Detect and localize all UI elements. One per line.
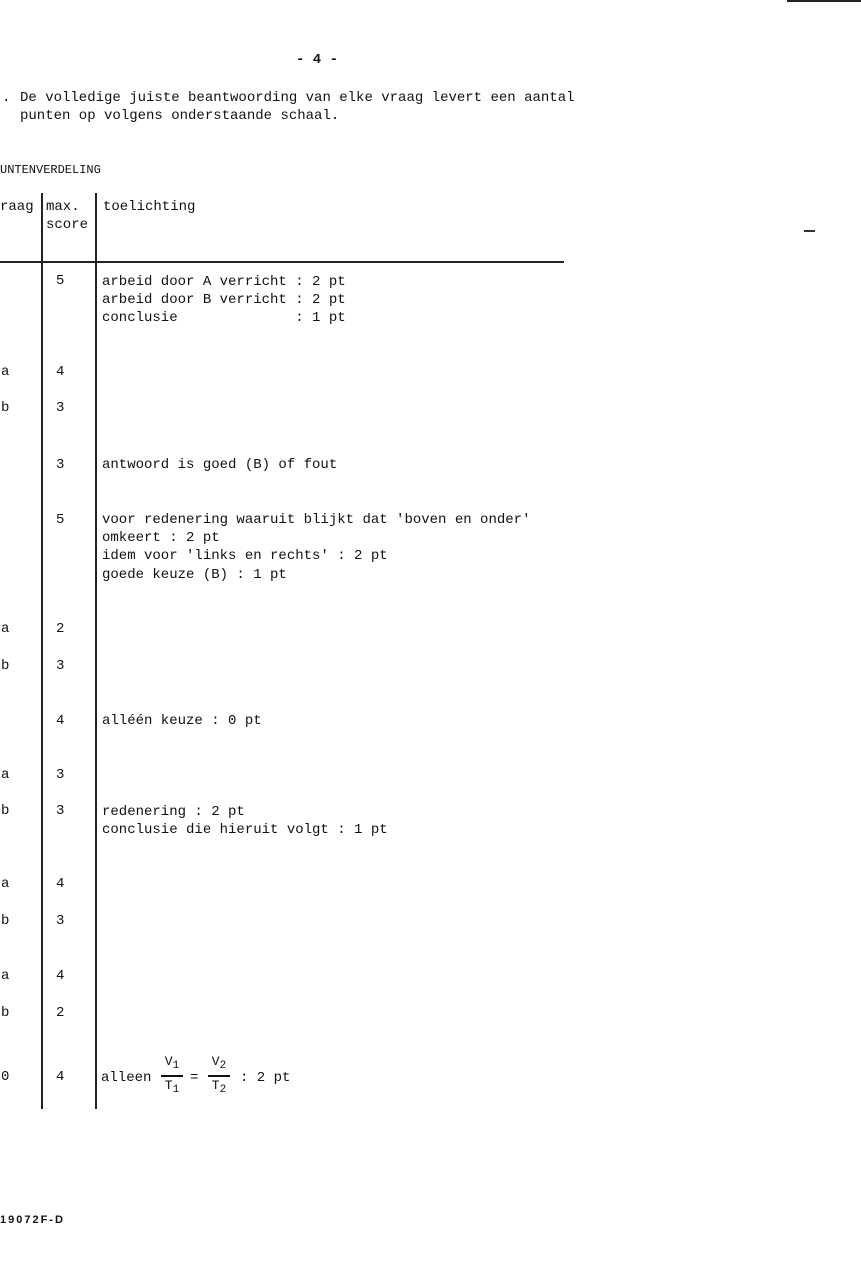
row-score: 3 [56, 400, 65, 416]
section-heading: UNTENVERDELING [0, 163, 101, 177]
row-score: 3 [56, 913, 65, 929]
row-vraag: a [1, 876, 10, 892]
row-score: 2 [56, 621, 65, 637]
row-vraag: a [1, 767, 10, 783]
row-score: 4 [56, 364, 65, 380]
formula-t1-sub: 1 [172, 1083, 180, 1096]
fraction-v2-t2 [208, 1054, 230, 1098]
formula-v2: V [211, 1054, 220, 1069]
margin-dash-mark [804, 230, 815, 232]
fraction-bar [161, 1075, 183, 1077]
header-score: score [46, 217, 89, 233]
row-note: conclusie die hieruit volgt : 1 pt [102, 822, 388, 838]
formula-v2-sub: 2 [219, 1060, 227, 1072]
row-score: 3 [56, 658, 65, 674]
row-vraag: 0 [1, 1069, 10, 1085]
top-edge-line [787, 0, 861, 2]
col-divider-1 [41, 193, 43, 1109]
formula-t2: T [211, 1077, 220, 1093]
row-note: antwoord is goed (B) of fout [102, 457, 338, 473]
header-max: max. [46, 199, 80, 215]
intro-line-1: De volledige juiste beantwoording van elke vraag levert een aantal [20, 90, 575, 106]
col-divider-2 [95, 193, 97, 1109]
page-number: - 4 - [296, 52, 339, 68]
row-score: 4 [56, 1069, 65, 1085]
row-score: 4 [56, 713, 65, 729]
row-vraag: a [1, 968, 10, 984]
header-rule [0, 261, 564, 263]
row-vraag: b [1, 1005, 10, 1021]
row-vraag: b [1, 913, 10, 929]
row-score: 2 [56, 1005, 65, 1021]
row-vraag: a [1, 364, 10, 380]
row-score: 5 [56, 273, 65, 289]
row-note: omkeert : 2 pt [102, 530, 220, 546]
header-toelichting: toelichting [103, 199, 196, 215]
formula-t2-sub: 2 [219, 1083, 227, 1096]
row-vraag: b [1, 803, 10, 819]
fraction-v1-t1 [161, 1054, 183, 1098]
row-vraag: a [1, 621, 10, 637]
row-note: goede keuze (B) : 1 pt [102, 567, 287, 583]
intro-line-2: punten op volgens onderstaande schaal. [20, 108, 340, 124]
formula-suffix: : 2 pt [240, 1070, 291, 1086]
header-vraag: raag [0, 199, 34, 215]
row-score: 4 [56, 876, 65, 892]
row-note: redenering : 2 pt [102, 804, 245, 820]
row-note: conclusie : 1 pt [102, 310, 346, 326]
row-vraag: b [1, 400, 10, 416]
row-note: voor redenering waaruit blijkt dat 'boven en onder' [102, 512, 531, 528]
formula-v1-sub: 1 [172, 1060, 180, 1072]
row-score: 3 [56, 803, 65, 819]
row-score: 3 [56, 767, 65, 783]
row-note: idem voor 'links en rechts' : 2 pt [102, 548, 388, 564]
formula-v1: V [164, 1054, 173, 1069]
formula-equals: = [190, 1070, 199, 1086]
fraction-bar [208, 1075, 230, 1077]
footer-code: 19072F-D [0, 1214, 65, 1226]
row-vraag: b [1, 658, 10, 674]
row-note: arbeid door A verricht : 2 pt [102, 274, 346, 290]
row-score: 4 [56, 968, 65, 984]
row-note: alléén keuze : 0 pt [102, 713, 262, 729]
row-score: 3 [56, 457, 65, 473]
row-score: 5 [56, 512, 65, 528]
formula-t1: T [164, 1077, 173, 1093]
formula-prefix: alleen [101, 1070, 152, 1086]
row-note: arbeid door B verricht : 2 pt [102, 292, 346, 308]
intro-bullet: . [2, 90, 11, 106]
